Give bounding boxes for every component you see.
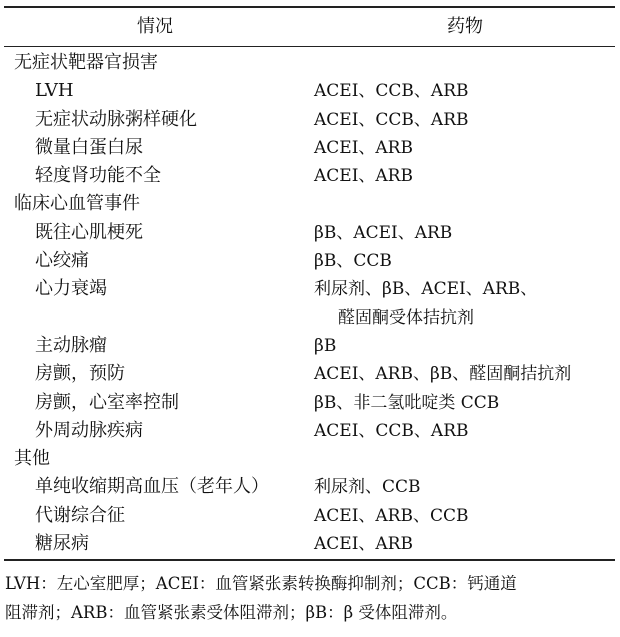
drug-cell: βB、非二氢吡啶类 CCB [314, 392, 500, 413]
continuation-row [0, 304, 620, 332]
drug-cell: βB、ACEI、ARB [314, 222, 453, 243]
drug-cell: ACEI、CCB、ARB [314, 109, 469, 130]
table-row [0, 275, 620, 303]
drug-cell: ACEI、ARB、CCB [314, 505, 469, 526]
footnote-line-1: LVH：左心室肥厚；ACEI：血管紧张素转换酶抑制剂；CCB：钙通道 [5, 574, 517, 593]
drug-cell: βB、CCB [314, 251, 392, 272]
condition-cell: 代谢综合征 [35, 504, 125, 526]
drug-cell: ACEI、ARB [314, 137, 413, 158]
header-drug: 药物 [447, 16, 483, 37]
drug-cell: 利尿剂、CCB [314, 477, 421, 498]
condition-cell: 心绞痛 [35, 250, 89, 272]
table-row [0, 162, 620, 190]
table-row [0, 77, 620, 105]
drug-cell: ACEI、CCB、ARB [314, 420, 469, 441]
table-row [0, 389, 620, 417]
table-row [0, 360, 620, 388]
group-label: 临床心血管事件 [14, 193, 140, 215]
condition-cell: LVH [35, 80, 74, 102]
condition-cell: 无症状动脉粥样硬化 [35, 108, 197, 130]
footnote-line-2: 阻滞剂；ARB：血管紧张素受体阻滞剂；βB：β 受体阻滞剂。 [5, 603, 458, 622]
footnote [5, 569, 617, 627]
drug-cell: ACEI、ARB、βB、醛固酮拮抗剂 [314, 364, 572, 385]
condition-cell: 房颤，心室率控制 [35, 391, 179, 413]
table-row [0, 332, 620, 360]
group-label: 其他 [14, 448, 50, 470]
condition-cell: 心力衰竭 [35, 278, 107, 300]
header-condition: 情况 [137, 16, 173, 37]
condition-cell: 轻度肾功能不全 [35, 165, 161, 187]
condition-cell: 既往心肌梗死 [35, 221, 143, 243]
table-row [0, 502, 620, 530]
table-body [0, 49, 620, 558]
condition-cell: 单纯收缩期高血压（老年人） [35, 476, 269, 498]
drug-cell: 醛固酮受体拮抗剂 [338, 307, 474, 328]
condition-cell: 房颤，预防 [35, 363, 125, 385]
table-row [0, 134, 620, 162]
table-row [0, 219, 620, 247]
table-top-rule [4, 6, 615, 8]
header-rule [4, 46, 615, 47]
condition-cell: 主动脉瘤 [35, 334, 107, 356]
drug-cell: ACEI、ARB [314, 534, 413, 555]
condition-cell: 外周动脉疾病 [35, 419, 143, 441]
drug-cell: 利尿剂、βB、ACEI、ARB、 [314, 279, 538, 300]
table-bottom-rule [4, 559, 615, 561]
condition-cell: 糖尿病 [35, 533, 89, 555]
group-label: 无症状靶器官损害 [14, 52, 158, 73]
group-row [0, 49, 620, 77]
table-row [0, 530, 620, 558]
drug-cell: ACEI、ARB [314, 166, 413, 187]
condition-cell: 微量白蛋白尿 [35, 136, 143, 158]
drug-cell: ACEI、CCB、ARB [314, 81, 469, 102]
group-row [0, 445, 620, 473]
group-row [0, 190, 620, 218]
table-row [0, 247, 620, 275]
table-row [0, 417, 620, 445]
table-row [0, 106, 620, 134]
drug-cell: βB [314, 335, 337, 356]
table-row [0, 473, 620, 501]
